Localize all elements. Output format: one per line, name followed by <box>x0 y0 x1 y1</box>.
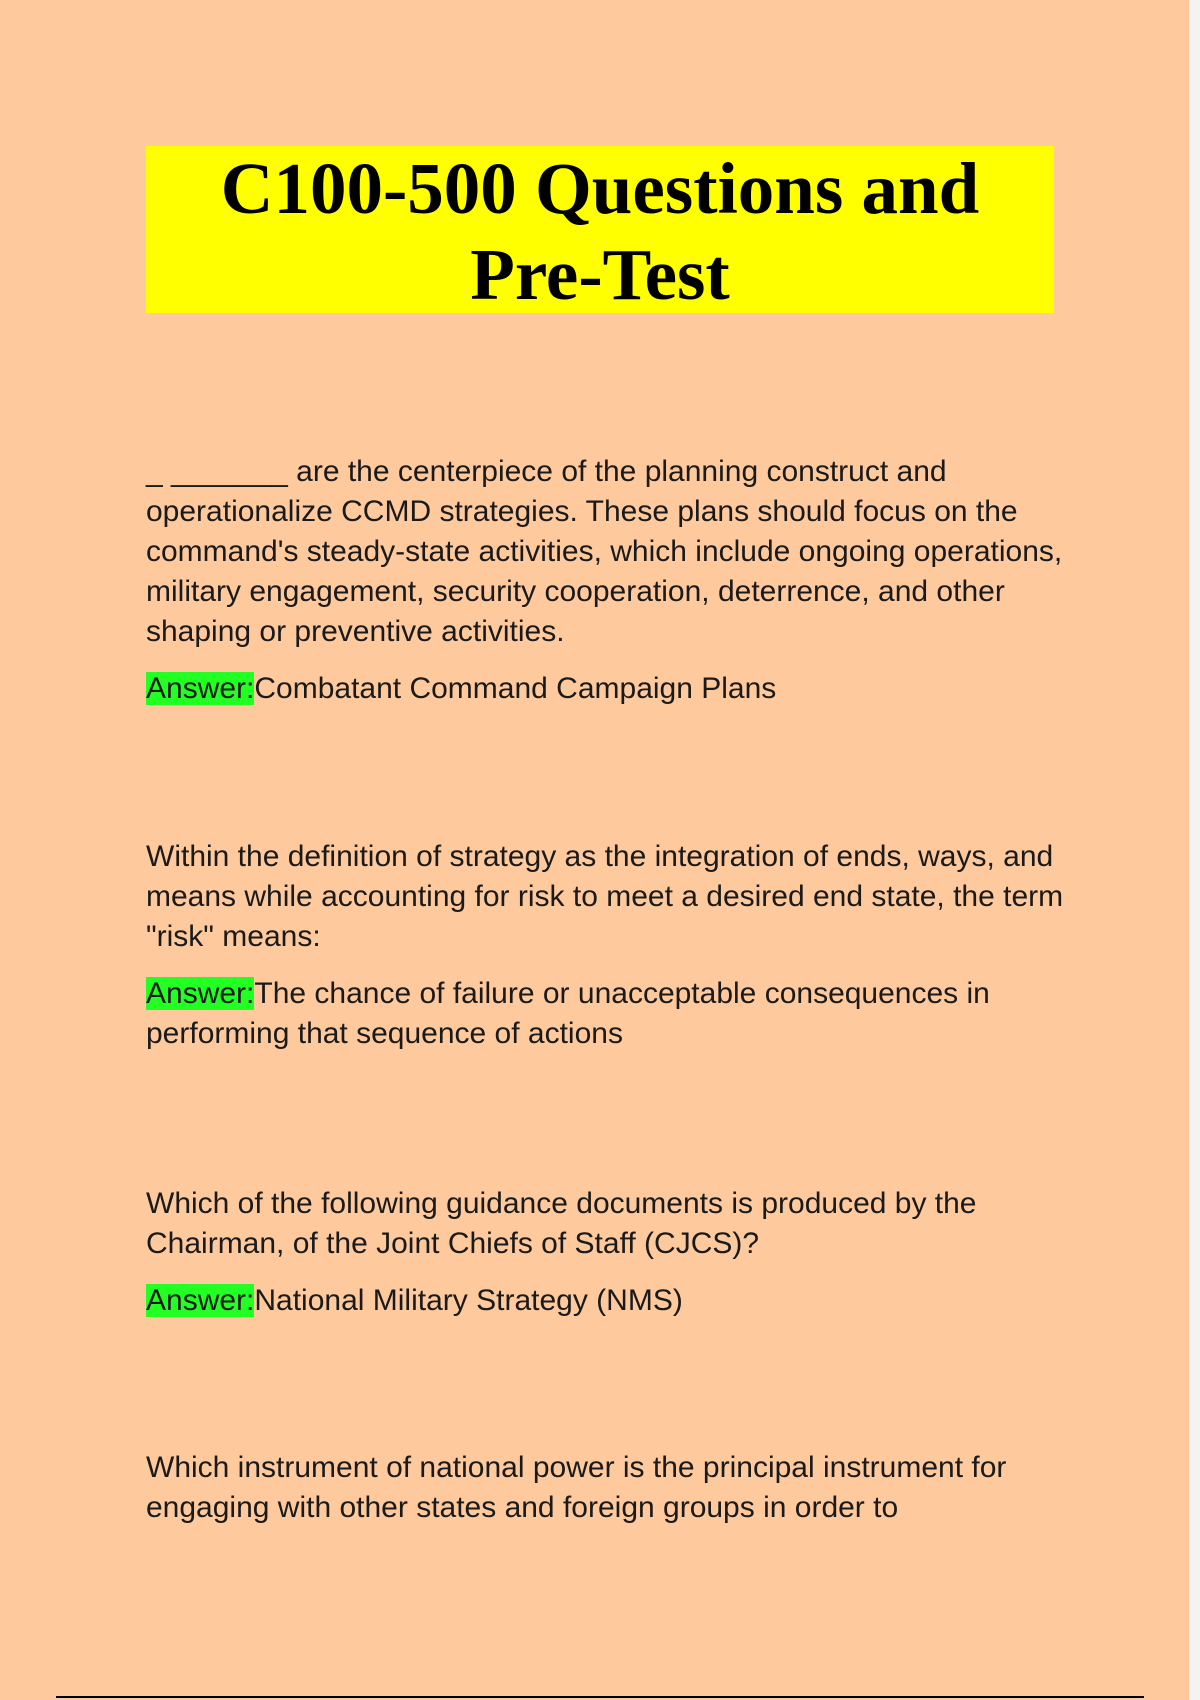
qa-item-4 <box>146 1448 1066 1528</box>
question-text: Within the definition of strategy as the integration of ends, ways, and means while accounting for risk to meet a desired end state, the term "risk" means: <box>146 840 1064 953</box>
qa-item-3 <box>146 1184 1066 1321</box>
question-text: _ _______ are the centerpiece of the planning construct and operationalize CCMD strategies. These plans should focus on the command's steady-state activities, which include ongoing operations, military engagement, security cooperation, deterrence, and other shaping or preventive activities. <box>146 455 1063 648</box>
qa-item-2 <box>146 837 1066 1054</box>
answer-label: Answer: <box>146 977 255 1010</box>
question-text: Which of the following guidance documents is produced by the Chairman, of the Joint Chiefs of Staff (CJCS)? <box>146 1187 977 1260</box>
answer-text: Combatant Command Campaign Plans <box>254 672 777 705</box>
answer-text: National Military Strategy (NMS) <box>254 1284 683 1317</box>
answer-label: Answer: <box>146 672 255 705</box>
answer-line <box>146 974 1066 1054</box>
answer-label: Answer: <box>146 1284 255 1317</box>
answer-text: The chance of failure or unacceptable consequences in performing that sequence of actions <box>146 977 990 1050</box>
answer-line <box>146 669 1066 709</box>
question-text: Which instrument of national power is the principal instrument for engaging with other states and foreign groups in order to <box>146 1451 1007 1524</box>
answer-line <box>146 1281 1066 1321</box>
page-divider <box>56 1696 1144 1698</box>
qa-item-1 <box>146 452 1066 709</box>
document-title: C100-500 Questions and Pre-Test <box>146 146 1054 313</box>
page-edge <box>1189 0 1200 1700</box>
